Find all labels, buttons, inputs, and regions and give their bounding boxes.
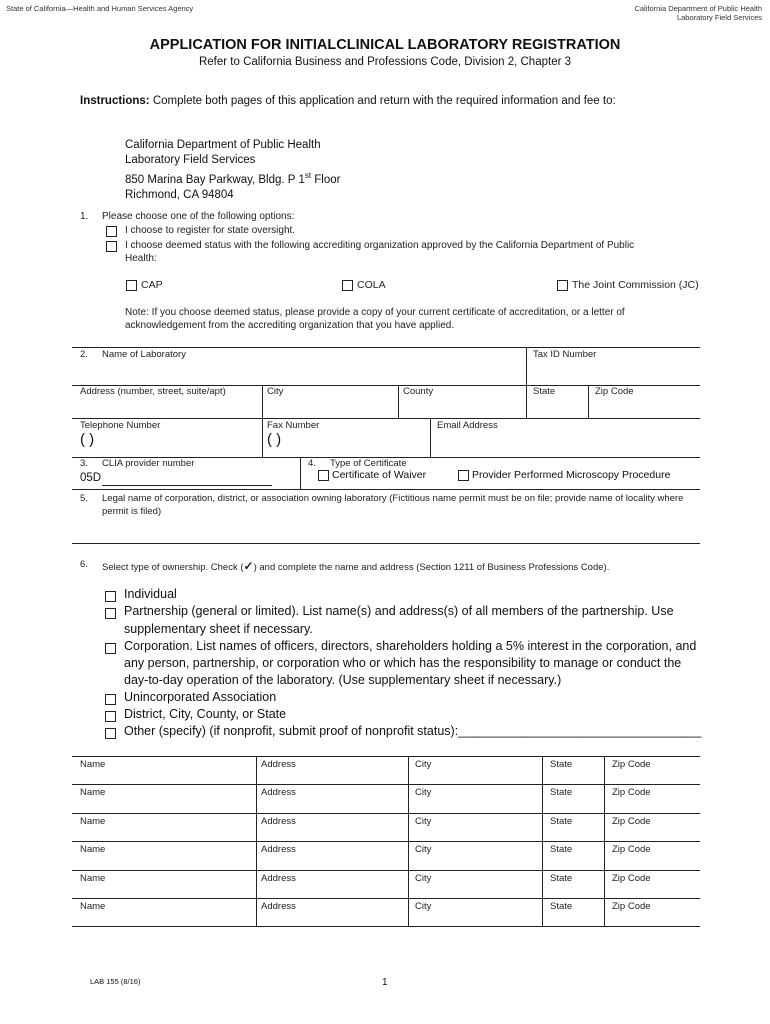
rule [72, 347, 700, 348]
table-rule [256, 813, 257, 841]
district-checkbox[interactable] [105, 711, 116, 722]
table-cell-label[interactable]: State [550, 873, 573, 884]
rule [72, 418, 700, 419]
rule [300, 457, 301, 489]
table-rule [542, 841, 543, 870]
checkmark-icon: ✓ [243, 559, 254, 573]
rule [262, 385, 263, 457]
q6-number: 6. [80, 559, 88, 570]
table-rule [256, 841, 257, 870]
partnership-label: Partnership (general or limited). List name(s) and address(s) of all members of the partnership. Use [124, 604, 674, 618]
instructions-label: Instructions: [80, 95, 150, 107]
division-name: Laboratory Field Services [676, 13, 762, 22]
mailing-address [125, 138, 340, 203]
corporation-label: Corporation. List names of officers, directors, shareholders holding a 5% interest in the corporation, and [124, 639, 697, 653]
waiver-label: Certificate of Waiver [332, 469, 427, 481]
table-cell-label[interactable]: Name [80, 901, 106, 912]
table-rule [542, 870, 543, 898]
table-rule [542, 813, 543, 841]
address-line-2: Laboratory Field Services [125, 154, 256, 166]
department-name: California Department of Public Health [634, 4, 762, 13]
table-cell-label[interactable]: State [550, 816, 573, 827]
jc-checkbox[interactable] [557, 280, 568, 291]
corporation-label-cont2: day-to-day operation of the laboratory. (Use supplementary sheet if necessary.) [124, 673, 562, 687]
other-checkbox[interactable] [105, 728, 116, 739]
address-label: Address (number, street, suite/apt) [80, 386, 226, 397]
legal-name-input-line[interactable] [72, 543, 700, 544]
fax-area-code[interactable]: ( ) [267, 431, 282, 448]
table-rule [256, 870, 257, 898]
table-rule [256, 756, 257, 784]
clia-label: CLIA provider number [102, 458, 195, 469]
fax-label: Fax Number [267, 420, 320, 431]
table-cell-label[interactable]: City [415, 844, 432, 855]
q2-number: 2. [80, 349, 88, 360]
table-cell-label[interactable]: Address [261, 844, 296, 855]
district-label: District, City, County, or State [124, 707, 287, 721]
page-number: 1 [382, 977, 388, 988]
state-oversight-label: I choose to register for state oversight. [125, 225, 296, 236]
lab-name-label: Name of Laboratory [102, 349, 186, 360]
address-line-4: Richmond, CA 94804 [125, 188, 234, 201]
table-cell-label[interactable]: City [415, 816, 432, 827]
instructions-text: Complete both pages of this application and return with the required information and fee to: [152, 95, 616, 107]
table-cell-label[interactable]: Address [261, 816, 296, 827]
jc-label: The Joint Commission (JC) [572, 279, 699, 291]
unincorporated-checkbox[interactable] [105, 694, 116, 705]
rule [430, 418, 431, 457]
table-cell-label[interactable]: Name [80, 873, 106, 884]
legal-name-label-cont: permit is filed) [102, 506, 162, 517]
zip-label: Zip Code [595, 386, 634, 397]
ppmp-checkbox[interactable] [458, 470, 469, 481]
table-cell-label[interactable]: Name [80, 787, 106, 798]
agency-header: State of California—Health and Human Services Agency [6, 4, 194, 13]
certificate-type-label: Type of Certificate [330, 458, 407, 469]
waiver-checkbox[interactable] [318, 470, 329, 481]
table-rule [408, 870, 409, 898]
email-label: Email Address [437, 420, 498, 431]
rule [72, 489, 700, 490]
table-rule [408, 813, 409, 841]
rule [526, 347, 527, 385]
clia-prefix: 05D [80, 472, 102, 484]
q4-number: 4. [308, 458, 316, 469]
department-header [634, 4, 762, 22]
table-rule [408, 841, 409, 870]
deemed-status-checkbox[interactable] [106, 241, 117, 252]
address-line-1: California Department of Public Health [125, 139, 321, 151]
table-cell-label[interactable]: State [550, 787, 573, 798]
table-cell-label[interactable]: Name [80, 844, 106, 855]
table-rule [604, 784, 605, 813]
rule [398, 385, 399, 418]
deemed-note: Note: If you choose deemed status, please provide a copy of your current certificate of accreditation, or a letter of [125, 307, 625, 318]
deemed-note-cont: acknowledgement from the accrediting organization that you have applied. [125, 320, 455, 331]
legal-name-label: Legal name of corporation, district, or association owning laboratory (Fictitious name permit must be on file; provide name of locality where [102, 493, 684, 504]
corporation-label-cont: any person, partnership, or corporation who or which has the responsibility to manage or conduct the [124, 656, 682, 670]
table-rule [72, 926, 700, 927]
telephone-label: Telephone Number [80, 420, 161, 431]
table-cell-label[interactable]: Zip Code [612, 873, 651, 884]
table-rule [604, 813, 605, 841]
corporation-checkbox[interactable] [105, 643, 116, 654]
table-rule [72, 784, 700, 785]
table-rule [256, 784, 257, 813]
q1-number: 1. [80, 211, 89, 222]
state-oversight-checkbox[interactable] [106, 226, 117, 237]
cap-checkbox[interactable] [126, 280, 137, 291]
table-cell-label[interactable]: City [415, 759, 432, 770]
q5-number: 5. [80, 493, 88, 504]
table-cell-label[interactable]: Address [261, 759, 296, 770]
individual-label: Individual [124, 587, 177, 601]
cola-checkbox[interactable] [342, 280, 353, 291]
cap-label: CAP [141, 279, 163, 291]
form-id: LAB 155 (8/16) [90, 977, 141, 986]
table-rule [604, 870, 605, 898]
city-label: City [267, 386, 284, 397]
table-rule [72, 898, 700, 899]
table-cell-label[interactable]: Zip Code [612, 787, 651, 798]
table-rule [604, 898, 605, 926]
table-cell-label[interactable]: Name [80, 759, 106, 770]
table-cell-label[interactable]: Zip Code [612, 901, 651, 912]
page-title: APPLICATION FOR INITIALCLINICAL LABORATORY REGISTRATION [149, 37, 621, 53]
table-cell-label[interactable]: State [550, 759, 573, 770]
table-rule [72, 813, 700, 814]
table-cell-label[interactable]: Name [80, 816, 106, 827]
unincorporated-label: Unincorporated Association [124, 690, 277, 704]
address-line-3: 850 Marina Bay Parkway, Bldg. P 1st Floor [125, 171, 341, 186]
table-rule [542, 898, 543, 926]
ppmp-label: Provider Performed Microscopy Procedure [472, 469, 671, 481]
table-cell-label[interactable]: State [550, 844, 573, 855]
ownership-prompt: Select type of ownership. Check (✓) and complete the name and address (Section 1211 of Business Professions Code). [102, 559, 610, 573]
table-rule [542, 784, 543, 813]
table-rule [256, 898, 257, 926]
table-rule [542, 756, 543, 784]
page-subtitle: Refer to California Business and Professions Code, Division 2, Chapter 3 [198, 56, 572, 68]
table-cell-label[interactable]: Zip Code [612, 816, 651, 827]
table-cell-label[interactable]: City [415, 873, 432, 884]
instructions [80, 95, 616, 107]
rule [588, 385, 589, 418]
telephone-area-code[interactable]: ( ) [80, 431, 95, 448]
clia-input-line[interactable] [102, 485, 272, 486]
table-cell-label[interactable]: Zip Code [612, 844, 651, 855]
table-cell-label[interactable]: Address [261, 873, 296, 884]
partnership-label-cont: supplementary sheet if necessary. [124, 622, 313, 636]
county-label: County [403, 386, 434, 397]
table-cell-label[interactable]: State [550, 901, 573, 912]
rule [526, 385, 527, 418]
table-cell-label[interactable]: Address [261, 787, 296, 798]
other-label: Other (specify) (if nonprofit, submit proof of nonprofit status):___________________________________ [124, 724, 702, 738]
q3-number: 3. [80, 458, 88, 469]
table-rule [408, 898, 409, 926]
table-rule [604, 756, 605, 784]
partnership-checkbox[interactable] [105, 608, 116, 619]
deemed-status-label-cont: Health: [125, 253, 157, 264]
table-cell-label[interactable]: Address [261, 901, 296, 912]
table-cell-label[interactable]: Zip Code [612, 759, 651, 770]
table-rule [72, 841, 700, 842]
deemed-status-label: I choose deemed status with the following accrediting organization approved by the California Department of Public [125, 240, 635, 251]
individual-checkbox[interactable] [105, 591, 116, 602]
q1-prompt: Please choose one of the following options: [102, 211, 295, 222]
table-rule [72, 870, 700, 871]
table-cell-label[interactable]: City [415, 787, 432, 798]
tax-id-label: Tax ID Number [533, 349, 597, 360]
table-rule [604, 841, 605, 870]
cola-label: COLA [357, 279, 386, 291]
table-cell-label[interactable]: City [415, 901, 432, 912]
table-rule [408, 784, 409, 813]
state-label: State [533, 386, 556, 397]
table-rule [72, 756, 700, 757]
table-rule [408, 756, 409, 784]
